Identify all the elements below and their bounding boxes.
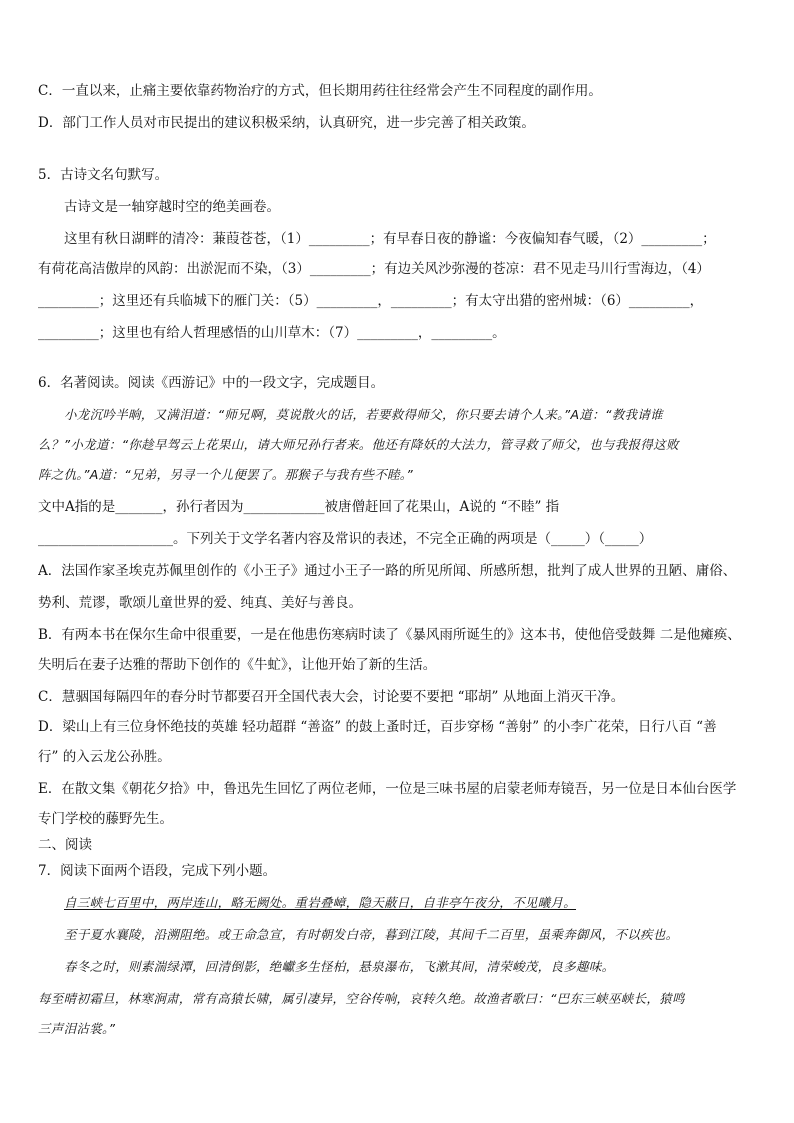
passage-paragraph-1: [64, 894, 756, 912]
q4-option-d: D．部门工作人员对市民提出的建议积极采纳，认真研究，进一步完善了相关政策。: [38, 115, 535, 131]
q6-option-d-line-2: 行” 的入云龙公孙胜。: [38, 749, 171, 765]
q6-option-a-line-2: 势利、荒谬，歌颂儿童世界的爱、纯真、美好与善良。: [38, 595, 362, 611]
q6-option-b-line-1: B．有两本书在保尔生命中很重要，一是在他患伤寒病时读了《暴风雨所诞生的》这本书，使他倍受鼓舞 二是他瘫痪、: [38, 627, 741, 643]
q6-option-b-line-2: 失明后在妻子达雅的帮助下创作的《牛虻》，让他开始了新的生活。: [38, 657, 437, 673]
passage-paragraph-4-line-2: 三声泪沾裳。”: [38, 1021, 116, 1036]
q6-option-c: C．慧骃国每隔四年的春分时节都要召开全国代表大会，讨论要不要把 “耶胡” 从地面上消灭干净。: [38, 689, 625, 705]
q4-option-c: C．一直以来，止痛主要依靠药物治疗的方式，但长期用药往往经常会产生不同程度的副作用。: [38, 83, 602, 99]
q5-intro: 古诗文是一轴穿越时空的绝美画卷。: [64, 199, 280, 215]
q5-line-1: 这里有秋日湖畔的清冷：蒹葭苍苍，（1）_________；有早春日夜的静谧：今夜偏知春气暖，（2）_________；: [64, 231, 716, 247]
q5-line-3: _________；这里还有兵临城下的雁门关：（5）_________，_________；有太守出猎的密州城：（6）_________，: [38, 293, 704, 309]
q6-option-e-line-2: 专门学校的藤野先生。: [38, 811, 173, 827]
q6-option-e-line-1: E．在散文集《朝花夕拾》中，鲁迅先生回忆了两位老师，一位是三味书屋的启蒙老师寿镜吾，另一位是日本仙台医学: [38, 781, 737, 797]
passage-paragraph-2: 至于夏水襄陵，沿溯阻绝。或王命急宣，有时朝发白帝，暮到江陵，其间千二百里，虽乘奔御风，不以疾也。: [64, 927, 679, 942]
q5-title: 5．古诗文名句默写。: [38, 167, 169, 183]
q6-prompt-line-2: ____________________。下列关于文学名著内容及常识的表述，不完全正确的两项是（_____）（_____）: [38, 531, 653, 547]
q6-excerpt-line-1: 小龙沉吟半晌，又满泪道：“师兄啊，莫说散火的话，若要救得师父，你只要去请个人来。”A道：“教我请谁: [64, 407, 663, 422]
q6-excerpt-line-2: 么？”小龙道：“你趁早驾云上花果山，请大师兄孙行者来。他还有降妖的大法力，管寻救了师父，也与我报得这败: [38, 437, 679, 452]
q6-option-d-line-1: D．梁山上有三位身怀绝技的英雄 轻功超群 “善盗” 的鼓上蚤时迁，百步穿杨 “善射” 的小李广花荣，日行八百 “善: [38, 719, 717, 735]
q6-prompt-line-1: 文中A指的是_______，孙行者因为____________被唐僧赶回了花果山，A说的 “不睦” 指: [38, 499, 560, 515]
passage-paragraph-4-line-1: 每至晴初霜旦，林寒涧肃，常有高猿长啸，属引凄异，空谷传响，哀转久绝。故渔者歌曰：“巴东三峡巫峡长，猿鸣: [38, 991, 685, 1006]
passage-underlined-text: 自三峡七百里中，两岸连山，略无阙处。重岩叠嶂，隐天蔽日，自非亭午夜分，不见曦月。: [64, 895, 577, 910]
passage-paragraph-3: 春冬之时，则素湍绿潭，回清倒影，绝巘多生怪柏，悬泉瀑布，飞漱其间，清荣峻茂，良多趣味。: [64, 959, 615, 974]
q6-excerpt-line-3: 阵之仇。”A道：“兄弟，另寻一个儿便罢了。那猴子与我有些不睦。”: [38, 467, 414, 482]
q6-option-a-line-1: A．法国作家圣埃克苏佩里创作的《小王子》通过小王子一路的所见所闻、所感所想，批判了成人世界的丑陋、庸俗、: [38, 563, 737, 579]
section-heading-reading: 二、阅读: [38, 837, 92, 853]
q7-title: 7．阅读下面两个语段，完成下列小题。: [38, 863, 277, 879]
q6-title: 6．名著阅读。阅读《西游记》中的一段文字，完成题目。: [38, 375, 385, 391]
q5-line-4: _________；这里也有给人哲理感悟的山川草木：（7）_________，_________。: [38, 325, 506, 341]
q5-line-2: 有荷花高洁傲岸的风韵：出淤泥而不染，（3）_________；有边关风沙弥漫的苍凉：君不见走马川行雪海边，（4）: [38, 261, 710, 277]
